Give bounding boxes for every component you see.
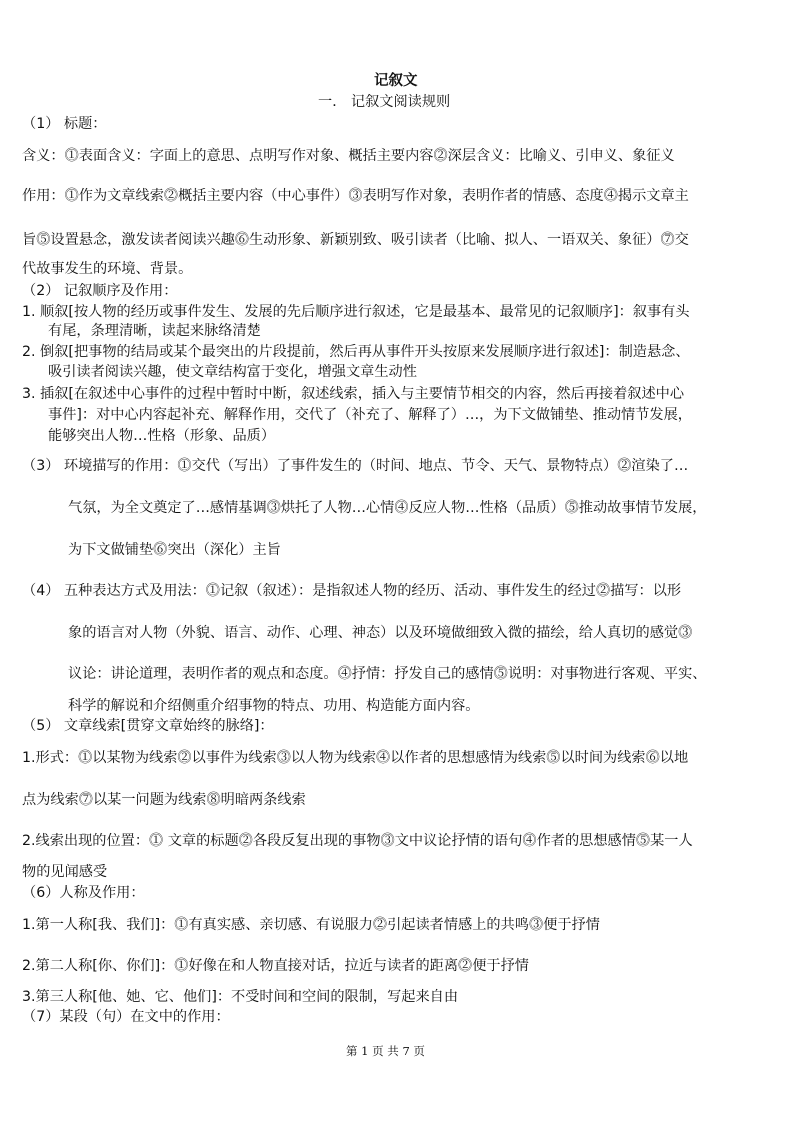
subheading-role: （7）某段（句）在文中的作用： — [22, 1009, 230, 1025]
document-title: 记叙文 — [374, 73, 418, 89]
paragraph-line: 为下文做铺垫⓺突出（深化）主旨 — [68, 542, 281, 558]
subheading-person: （6）人称及作用： — [22, 885, 145, 901]
paragraph-line: 旨⓹设置悬念，激发读者阅读兴趣⓺生动形象、新颖别致、吸引读者（比喻、拟人、一语双关、象征）⓻交 — [22, 232, 689, 248]
list-item-cont: 能够突出人物…性格（形象、品质） — [48, 428, 276, 444]
page-footer: 第 1 页 共 7 页 — [346, 1044, 425, 1058]
paragraph-line: 3.第三人称[他、她、它、他们]：不受时间和空间的限制，写起来自由 — [22, 989, 459, 1005]
paragraph-line: 1.形式：⓵以某物为线索⓶以事件为线索⓷以人物为线索⓸以作者的思想感情为线索⓹以时间为线索⓺以地 — [22, 750, 689, 766]
paragraph-line: 1.第一人称[我、我们]：⓵有真实感、亲切感、有说服力⓶引起读者情感上的共鸣⓷便于抒情 — [22, 917, 600, 933]
subheading-title: （1） 标题： — [22, 116, 107, 132]
paragraph-line: 科学的解说和介绍侧重介绍事物的特点、功用、构造能方面内容。 — [68, 698, 480, 714]
section-heading: 一． 记叙文阅读规则 — [318, 94, 451, 110]
paragraph-line: 议论：讲论道理，表明作者的观点和态度。⓸抒情：抒发自己的感情⓹说明：对事物进行客观、平实、 — [68, 666, 707, 682]
list-item-cont: 事件]：对中心内容起补充、解释作用，交代了（补充了、解释了）…，为下文做铺垫、推动情节发展， — [48, 407, 692, 423]
paragraph-line: 点为线索⓻以某一问题为线索⓼明暗两条线索 — [22, 792, 306, 808]
paragraph-line: （3） 环境描写的作用：⓵交代（写出）了事件发生的（时间、地点、节令、天气、景物特点）⓶渲染了… — [22, 458, 689, 474]
subheading-clue: （5） 文章线索[贯穿文章始终的脉络]： — [22, 718, 274, 734]
paragraph-line: 物的见闻感受 — [22, 864, 108, 880]
list-item-cont: 有尾，条理清晰，读起来脉络清楚 — [48, 323, 261, 339]
paragraph-line: （4） 五种表达方式及用法：⓵记叙（叙述）：是指叙述人物的经历、活动、事件发生的经过⓶描写：以形 — [22, 583, 682, 599]
paragraph-line: 2.线索出现的位置：⓵ 文章的标题⓶各段反复出现的事物⓷文中议论抒情的语句⓸作者的思想感情⓹某一人 — [22, 833, 693, 849]
paragraph-line: 含义：⓵表面含义：字面上的意思、点明写作对象、概括主要内容⓶深层含义：比喻义、引申义、象征义 — [22, 148, 675, 164]
list-item: 1. 顺叙[按人物的经历或事件发生、发展的先后顺序进行叙述，它是最基本、最常见的记叙顺序]：叙事有头 — [22, 304, 690, 320]
paragraph-line: 作用：⓵作为文章线索⓶概括主要内容（中心事件）⓷表明写作对象，表明作者的情感、态度⓸揭示文章主 — [22, 188, 689, 204]
list-item: 2. 倒叙[把事物的结局或某个最突出的片段提前，然后再从事件开头按原来发展顺序进行叙述]：制造悬念、 — [22, 344, 690, 360]
paragraph-line: 气氛，为全文奠定了…感情基调⓷烘托了人物…心情⓸反应人物…性格（品质）⓹推动故事情节发展， — [68, 500, 707, 516]
list-item: 3. 插叙[在叙述中心事件的过程中暂时中断，叙述线索，插入与主要情节相交的内容，然后再接着叙述中心 — [22, 386, 685, 402]
paragraph-line: 2.第二人称[你、你们]：⓵好像在和人物直接对话，拉近与读者的距离⓶便于抒情 — [22, 958, 529, 974]
paragraph-line: 代故事发生的环境、背景。 — [22, 261, 193, 277]
subheading-order: （2） 记叙顺序及作用： — [22, 283, 178, 299]
paragraph-line: 象的语言对人物（外貌、语言、动作、心理、神态）以及环境做细致入微的描绘，给人真切的感觉⓷ — [68, 625, 693, 641]
list-item-cont: 吸引读者阅读兴趣，使文章结构富于变化，增强文章生动性 — [48, 364, 417, 380]
